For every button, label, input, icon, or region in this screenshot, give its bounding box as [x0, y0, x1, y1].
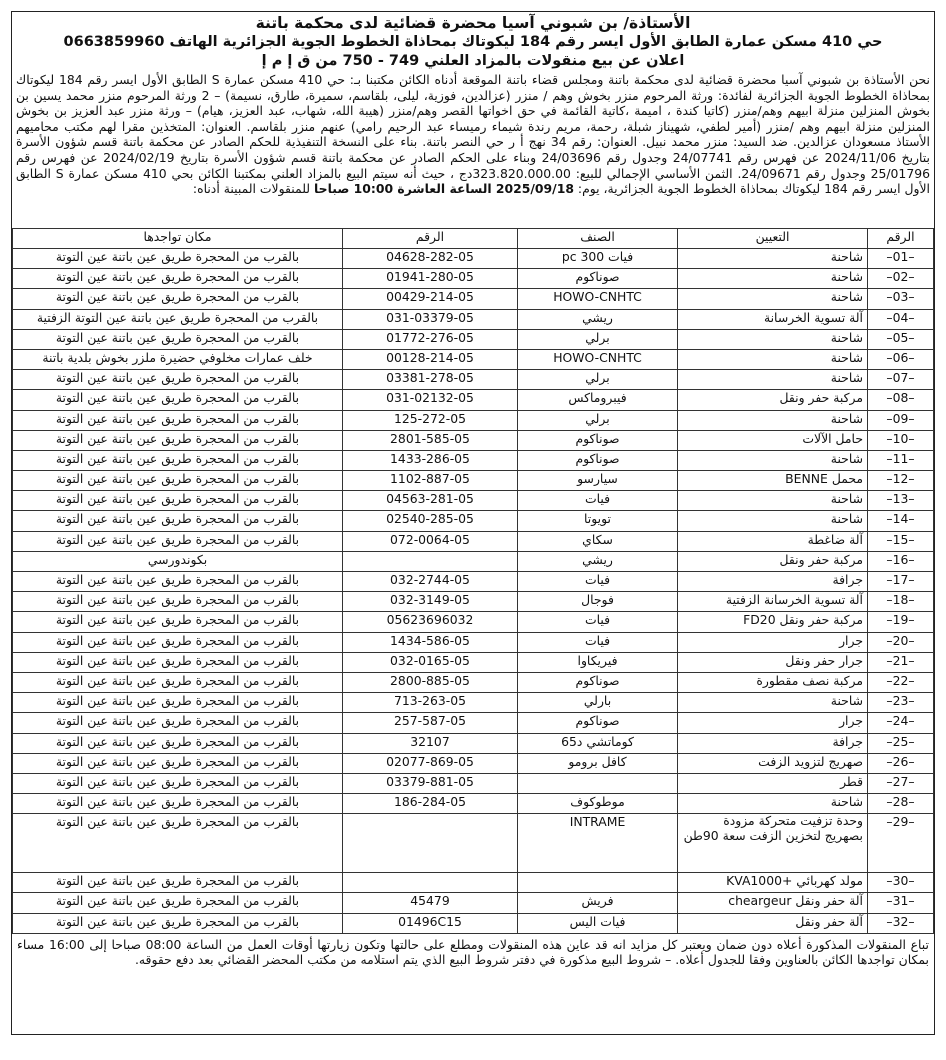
table-row: [13, 370, 934, 390]
type-cell: برلي: [518, 370, 678, 390]
table-row: [13, 531, 934, 551]
plate-number-cell: 031-02132-05: [343, 390, 518, 410]
location-cell: بالقرب من المحجرة طريق عين باتنة عين التوتة: [13, 289, 343, 309]
table-row: [13, 491, 934, 511]
notice-header: [12, 14, 934, 71]
table-row: [13, 794, 934, 814]
plate-number-cell: 05623696032: [343, 612, 518, 632]
col-header-plate: الرقم: [343, 229, 518, 249]
table-row: [13, 390, 934, 410]
table-row: [13, 814, 934, 873]
table-row: [13, 713, 934, 733]
row-number-cell: –30–: [868, 873, 934, 893]
designation-cell: مركبة حفر ونقل: [678, 551, 868, 571]
location-cell: بالقرب من المحجرة طريق عين باتنة عين التوتة: [13, 249, 343, 269]
row-number-cell: –14–: [868, 511, 934, 531]
row-number-cell: –24–: [868, 713, 934, 733]
type-cell: كوماتشي د65: [518, 733, 678, 753]
table-row: [13, 471, 934, 491]
table-body: [13, 249, 934, 934]
table-row: [13, 430, 934, 450]
col-header-number: الرقم: [868, 229, 934, 249]
plate-number-cell: 1433-286-05: [343, 450, 518, 470]
announcement-title: اعلان عن بيع منقولات بالمزاد العلني 749 - 750 من ق إ م إ: [261, 53, 685, 69]
plate-number-cell: 2800-885-05: [343, 672, 518, 692]
row-number-cell: –02–: [868, 269, 934, 289]
location-cell: بالقرب من المحجرة طريق عين باتنة عين التوتة: [13, 612, 343, 632]
row-number-cell: –20–: [868, 632, 934, 652]
plate-number-cell: 01941-280-05: [343, 269, 518, 289]
table-row: [13, 672, 934, 692]
location-cell: بالقرب من المحجرة طريق عين باتنة عين التوتة: [13, 672, 343, 692]
auction-notice: [11, 11, 935, 1035]
location-cell: بالقرب من المحجرة طريق عين باتنة عين التوتة: [13, 652, 343, 672]
type-cell: HOWO-CNHTC: [518, 289, 678, 309]
plate-number-cell: 1102-887-05: [343, 471, 518, 491]
auction-date-time: 2025/09/18 الساعة العاشرة 10:00 صباحا: [314, 181, 574, 197]
plate-number-cell: 032-3149-05: [343, 592, 518, 612]
table-row: [13, 592, 934, 612]
designation-cell: آلة حفر ونقل cheargeur: [678, 893, 868, 913]
designation-cell: شاحنة: [678, 249, 868, 269]
type-cell: فيات: [518, 491, 678, 511]
row-number-cell: –13–: [868, 491, 934, 511]
type-cell: فيات اليس: [518, 913, 678, 933]
location-cell: بالقرب من المحجرة طريق عين باتنة عين التوتة: [13, 632, 343, 652]
row-number-cell: –29–: [868, 814, 934, 873]
type-cell: فريش: [518, 893, 678, 913]
intro-tail: للمنقولات المبينة أدناه:: [192, 181, 311, 197]
table-row: [13, 289, 934, 309]
type-cell: فيات: [518, 632, 678, 652]
designation-cell: جرافة: [678, 733, 868, 753]
row-number-cell: –19–: [868, 612, 934, 632]
type-cell: صوناكوم: [518, 713, 678, 733]
plate-number-cell: 032-2744-05: [343, 572, 518, 592]
plate-number-cell: [343, 873, 518, 893]
row-number-cell: –18–: [868, 592, 934, 612]
table-row: [13, 551, 934, 571]
type-cell: صوناكوم: [518, 269, 678, 289]
designation-cell: وحدة تزفيت متحركة مزودة بصهريج لتخزين الزفت سعة 90طن: [678, 814, 868, 873]
table-row: [13, 410, 934, 430]
plate-number-cell: 01772-276-05: [343, 329, 518, 349]
table-row: [13, 893, 934, 913]
location-cell: بالقرب من المحجرة طريق عين باتنة عين التوتة: [13, 913, 343, 933]
designation-cell: آلة ضاغطة: [678, 531, 868, 551]
location-cell: بالقرب من المحجرة طريق عين باتنة عين التوتة: [13, 572, 343, 592]
table-row: [13, 511, 934, 531]
designation-cell: جرافة: [678, 572, 868, 592]
location-cell: بالقرب من المحجرة طريق عين باتنة عين التوتة: [13, 450, 343, 470]
table-row: [13, 309, 934, 329]
row-number-cell: –25–: [868, 733, 934, 753]
designation-cell: شاحنة: [678, 410, 868, 430]
office-address: حي 410 مسكن عمارة الطابق الأول ايسر رقم 184 ليكوتاك بمحاذاة الخطوط الجوية الجزائرية الهاتف 0663859960: [63, 34, 883, 50]
row-number-cell: –01–: [868, 249, 934, 269]
location-cell: بالقرب من المحجرة طريق عين باتنة عين التوتة: [13, 370, 343, 390]
table-row: [13, 632, 934, 652]
designation-cell: شاحنة: [678, 450, 868, 470]
designation-cell: شاحنة: [678, 693, 868, 713]
row-number-cell: –10–: [868, 430, 934, 450]
type-cell: سيارسو: [518, 471, 678, 491]
type-cell: بارلي: [518, 693, 678, 713]
table-row: [13, 269, 934, 289]
plate-number-cell: 04628-282-05: [343, 249, 518, 269]
designation-cell: آلة تسوية الخرسانة الزفتية: [678, 592, 868, 612]
type-cell: HOWO-CNHTC: [518, 349, 678, 369]
type-cell: ريشي: [518, 309, 678, 329]
row-number-cell: –11–: [868, 450, 934, 470]
col-header-location: مكان تواجدها: [13, 229, 343, 249]
intro-paragraph: [12, 71, 934, 228]
table-row: [13, 450, 934, 470]
designation-cell: مركبة نصف مقطورة: [678, 672, 868, 692]
items-table: [12, 228, 934, 934]
designation-cell: شاحنة: [678, 511, 868, 531]
table-row: [13, 693, 934, 713]
location-cell: بالقرب من المحجرة طريق عين باتنة عين التوتة: [13, 693, 343, 713]
type-cell: INTRAME: [518, 814, 678, 873]
plate-number-cell: [343, 551, 518, 571]
row-number-cell: –22–: [868, 672, 934, 692]
type-cell: [518, 873, 678, 893]
plate-number-cell: 2801-585-05: [343, 430, 518, 450]
row-number-cell: –16–: [868, 551, 934, 571]
table-row: [13, 753, 934, 773]
row-number-cell: –26–: [868, 753, 934, 773]
location-cell: خلف عمارات مخلوفي حضيرة ملزر بخوش بلدية باتنة: [13, 349, 343, 369]
col-header-type: الصنف: [518, 229, 678, 249]
designation-cell: شاحنة: [678, 370, 868, 390]
type-cell: فيات: [518, 572, 678, 592]
plate-number-cell: 04563-281-05: [343, 491, 518, 511]
row-number-cell: –09–: [868, 410, 934, 430]
location-cell: بكوندورسي: [13, 551, 343, 571]
table-row: [13, 873, 934, 893]
plate-number-cell: 713-263-05: [343, 693, 518, 713]
plate-number-cell: 03381-278-05: [343, 370, 518, 390]
location-cell: بالقرب من المحجرة طريق عين باتنة عين التوتة: [13, 410, 343, 430]
plate-number-cell: 072-0064-05: [343, 531, 518, 551]
type-cell: ريشي: [518, 551, 678, 571]
location-cell: بالقرب من المحجرة طريق عين باتنة عين التوتة: [13, 329, 343, 349]
plate-number-cell: 00429-214-05: [343, 289, 518, 309]
plate-number-cell: 03379-881-05: [343, 773, 518, 793]
type-cell: كافل برومو: [518, 753, 678, 773]
type-cell: فوجال: [518, 592, 678, 612]
type-cell: برلي: [518, 329, 678, 349]
designation-cell: حامل الآلات: [678, 430, 868, 450]
type-cell: صوناكوم: [518, 450, 678, 470]
location-cell: بالقرب من المحجرة طريق عين باتنة عين التوتة: [13, 733, 343, 753]
type-cell: فيات: [518, 612, 678, 632]
plate-number-cell: 257-587-05: [343, 713, 518, 733]
plate-number-cell: 031-03379-05: [343, 309, 518, 329]
designation-cell: مولد كهربائي +KVA1000: [678, 873, 868, 893]
type-cell: موطوكوف: [518, 794, 678, 814]
type-cell: سكاي: [518, 531, 678, 551]
designation-cell: جرار: [678, 713, 868, 733]
table-row: [13, 349, 934, 369]
designation-cell: محمل BENNE: [678, 471, 868, 491]
row-number-cell: –17–: [868, 572, 934, 592]
location-cell: بالقرب من المحجرة طريق عين باتنة عين التوتة: [13, 794, 343, 814]
notice-footer: تباع المنقولات المذكورة أعلاه دون ضمان ويعتبر كل مزايد انه قد عاين هذه المنقولات ومطلع على حالتها وتكون زيارتها أوقات العمل من الساعة 08:00 صباحا إلى 16:00 مساء بمكان تواجدها الكائن بالعناوين وفقا للجدول أعلاه. – شروط البيع مذكورة في دفتر شروط البيع الذي يتم استلامه من مكتب المحضر القضائي بعد دفع حقوقه.: [17, 936, 929, 968]
row-number-cell: –31–: [868, 893, 934, 913]
type-cell: فيبروماكس: [518, 390, 678, 410]
row-number-cell: –03–: [868, 289, 934, 309]
designation-cell: مركبة حفر ونقل FD20: [678, 612, 868, 632]
location-cell: بالقرب من المحجرة طريق عين باتنة عين التوتة: [13, 471, 343, 491]
plate-number-cell: 45479: [343, 893, 518, 913]
row-number-cell: –28–: [868, 794, 934, 814]
bailiff-title: الأستاذة/ بن شبوني آسيا محضرة قضائية لدى محكمة باتنة: [255, 14, 691, 32]
row-number-cell: –23–: [868, 693, 934, 713]
designation-cell: صهريج لتزويد الزفت: [678, 753, 868, 773]
table-row: [13, 612, 934, 632]
plate-number-cell: 186-284-05: [343, 794, 518, 814]
type-cell: برلي: [518, 410, 678, 430]
designation-cell: جرار: [678, 632, 868, 652]
row-number-cell: –06–: [868, 349, 934, 369]
location-cell: بالقرب من المحجرة طريق عين باتنة عين التوتة: [13, 873, 343, 893]
designation-cell: شاحنة: [678, 329, 868, 349]
plate-number-cell: 1434-586-05: [343, 632, 518, 652]
table-row: [13, 773, 934, 793]
designation-cell: شاحنة: [678, 491, 868, 511]
type-cell: فيات pc 300: [518, 249, 678, 269]
designation-cell: مركبة حفر ونقل: [678, 390, 868, 410]
designation-cell: قطر: [678, 773, 868, 793]
row-number-cell: –08–: [868, 390, 934, 410]
designation-cell: شاحنة: [678, 269, 868, 289]
location-cell: بالقرب من المحجرة طريق عين باتنة عين التوتة: [13, 430, 343, 450]
table-row: [13, 329, 934, 349]
location-cell: بالقرب من المحجرة طريق عين باتنة عين التوتة: [13, 592, 343, 612]
location-cell: بالقرب من المحجرة طريق عين باتنة عين التوتة: [13, 269, 343, 289]
table-row: [13, 913, 934, 933]
designation-cell: آلة تسوية الخرسانة: [678, 309, 868, 329]
row-number-cell: –12–: [868, 471, 934, 491]
table-row: [13, 733, 934, 753]
row-number-cell: –15–: [868, 531, 934, 551]
table-row: [13, 249, 934, 269]
table-row: [13, 572, 934, 592]
designation-cell: آلة حفر ونقل: [678, 913, 868, 933]
plate-number-cell: 02077-869-05: [343, 753, 518, 773]
row-number-cell: –32–: [868, 913, 934, 933]
col-header-designation: التعيين: [678, 229, 868, 249]
location-cell: بالقرب من المحجرة طريق عين باتنة عين التوتة: [13, 491, 343, 511]
row-number-cell: –21–: [868, 652, 934, 672]
location-cell: بالقرب من المحجرة طريق عين باتنة عين التوتة: [13, 713, 343, 733]
location-cell: بالقرب من المحجرة طريق عين باتنة عين التوتة: [13, 814, 343, 873]
plate-number-cell: 01496C15: [343, 913, 518, 933]
location-cell: بالقرب من المحجرة طريق عين باتنة عين التوتة: [13, 531, 343, 551]
row-number-cell: –07–: [868, 370, 934, 390]
type-cell: [518, 773, 678, 793]
location-cell: بالقرب من المحجرة طريق عين باتنة عين التوتة: [13, 753, 343, 773]
row-number-cell: –05–: [868, 329, 934, 349]
location-cell: بالقرب من المحجرة طريق عين باتنة عين التوتة: [13, 773, 343, 793]
type-cell: تويوتا: [518, 511, 678, 531]
table-header-row: [13, 229, 934, 249]
type-cell: فيريكاوا: [518, 652, 678, 672]
intro-text: نحن الأستاذة بن شبوني آسيا محضرة قضائية لدى محكمة باتنة ومجلس قضاء باتنة الموقعة أدناه الكائن مكتبنا بـ: حي 410 مسكن عمارة S الطابق الأول ايسر رقم 184 ليكوتاك بمحاذاة الخطوط الجوية الجزائرية لفائدة: ورثة المرحوم منزر بخوش وهم / منزر (عزالدين، فوزية، ليلى، بلقاسم، سميرة، طارق، نسيمة) – 2 ورثة المرحوم منزر محمد يسين بن بخوش المنزلين منزلة ابيهم وهم/منزر (كاتيا كندة ، اميمة ،كاتية القائمة في حق اخواتها القصر وهم/منزر (هيبة الله، شهاب، عبد العزيز، هيام) – ورثة منزر عبد العزيز بن بخوش المنزلين منزلة ابيهم وهم /منزر (أمير لطفي، شهيناز شبلة، رحمة، مريم رندة شيماء رميساء عبد الرحيم رامي) عنهم منزر بلقاسم. العنوان: المتخذين مقرا لهم مكتب محاميهم الأستاذ مسعودان عزالدين. ضد السيد: منزر محمد نبيل. العنوان: رقم 34 نهج أ ر حي النصر باتنة. بناء على النسخة التنفيذية للحكم الصادر عن محكمة باتنة قسم شؤون الأسرة بتاريخ 2024/11/06 عن فهرس رقم 24/07741 وجدول رقم 24/03696 وبناء على الحكم الصادر عن محكمة باتنة قسم شؤون الأسرة بتاريخ 2024/02/19 عن فهرس رقم 25/01796 وجدول رقم 24/09671. الثمن الأساسي الإجمالي للبيع: 323.820.000.00دج ، حيث أنه سيتم البيع بالمزاد العلني بمكتبنا الكائن بحي 410 مسكن عمارة S الطابق الأول ايسر رقم 184 ليكوتاك بمحاذاة الخطوط الجوية الجزائرية، يوم:: [16, 72, 930, 197]
row-number-cell: –27–: [868, 773, 934, 793]
location-cell: بالقرب من المحجرة طريق عين باتنة عين التوتة: [13, 511, 343, 531]
plate-number-cell: 02540-285-05: [343, 511, 518, 531]
plate-number-cell: 125-272-05: [343, 410, 518, 430]
designation-cell: شاحنة: [678, 794, 868, 814]
location-cell: بالقرب من المحجرة طريق عين باتنة عين التوتة: [13, 390, 343, 410]
designation-cell: شاحنة: [678, 289, 868, 309]
row-number-cell: –04–: [868, 309, 934, 329]
plate-number-cell: 00128-214-05: [343, 349, 518, 369]
plate-number-cell: [343, 814, 518, 873]
table-row: [13, 652, 934, 672]
type-cell: صوناكوم: [518, 430, 678, 450]
location-cell: بالقرب من المحجرة طريق عين باتنة عين التوتة: [13, 893, 343, 913]
designation-cell: شاحنة: [678, 349, 868, 369]
location-cell: بالقرب من المحجرة طريق عين باتنة عين التوتة الزفتية: [13, 309, 343, 329]
type-cell: صوناكوم: [518, 672, 678, 692]
plate-number-cell: 032-0165-05: [343, 652, 518, 672]
designation-cell: جرار حفر ونقل: [678, 652, 868, 672]
plate-number-cell: 32107: [343, 733, 518, 753]
